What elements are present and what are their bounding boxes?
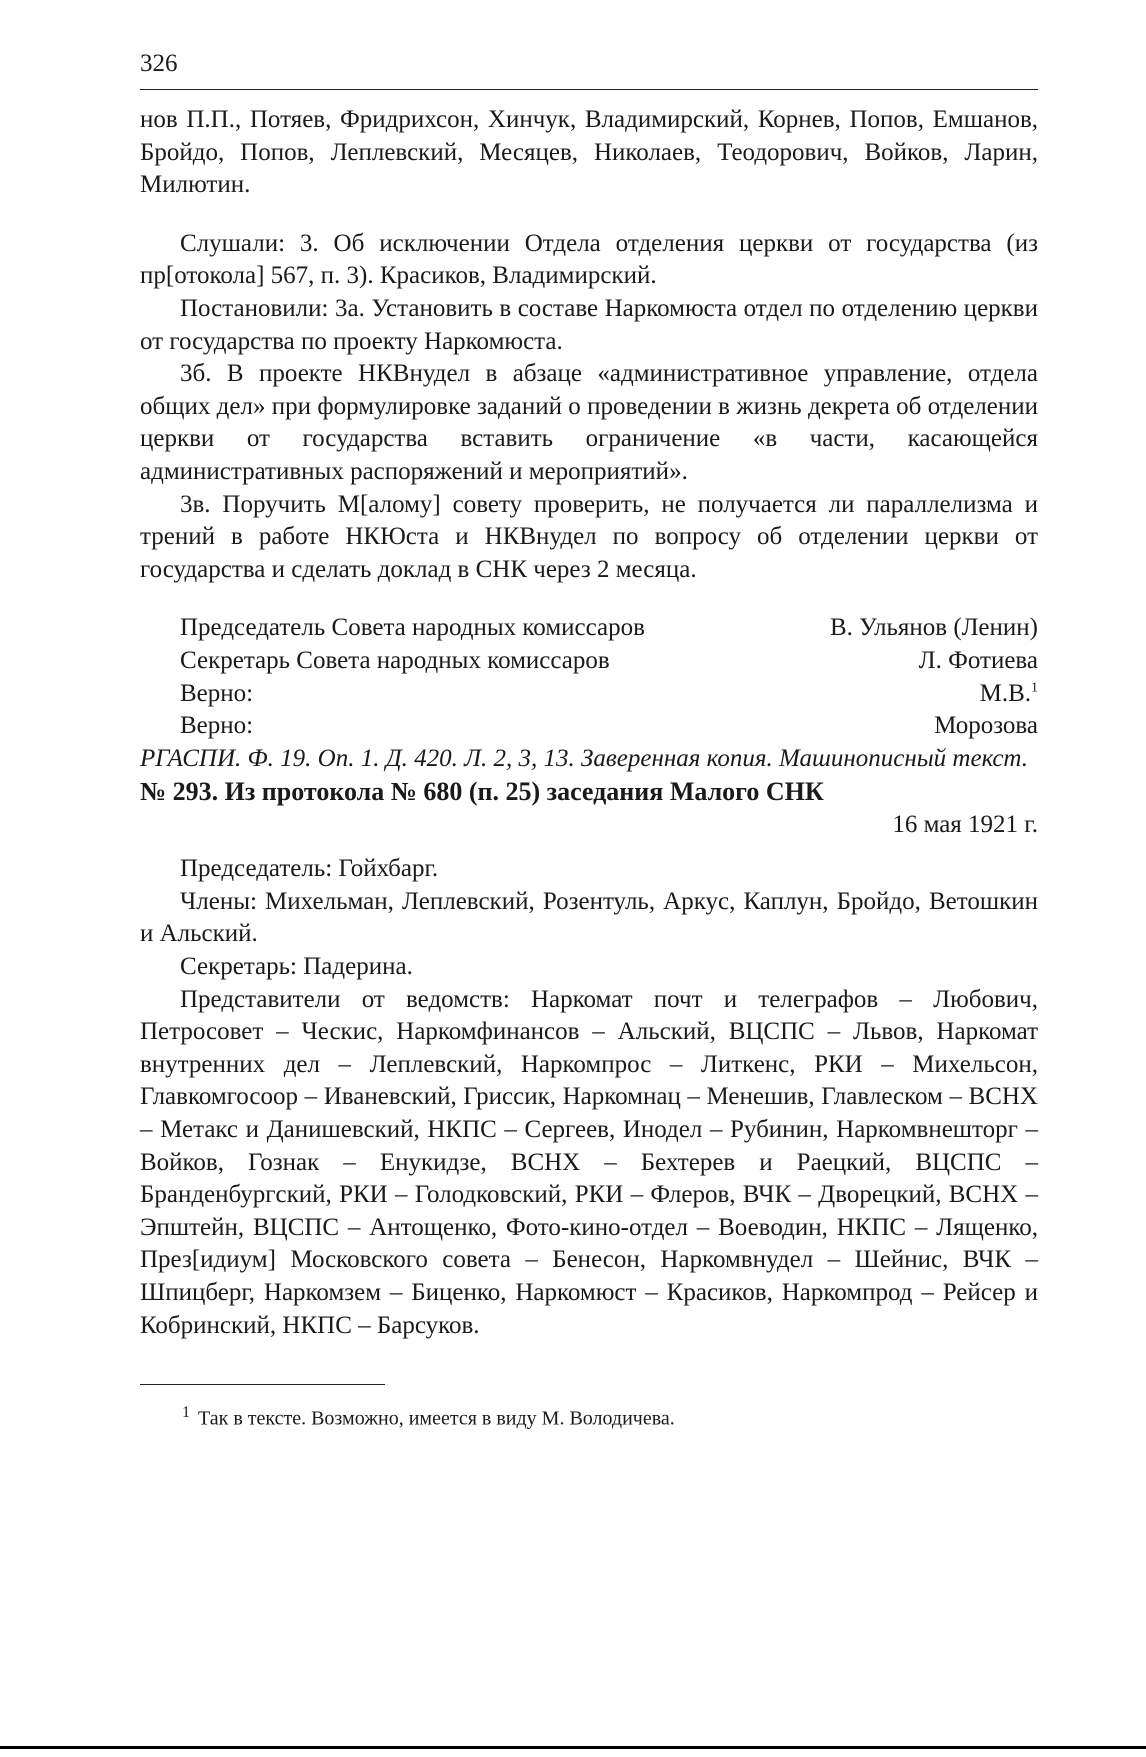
footnote-rule — [140, 1384, 385, 1385]
footnote-marker[interactable]: 1 — [1031, 680, 1038, 696]
signature-name: Л. Фотиева — [918, 646, 1038, 674]
footnote-text: Так в тексте. Возможно, имеется в виду М. Володичева. — [198, 1407, 675, 1430]
paragraph-resolved-3a: Постановили: 3а. Установить в составе Наркомюста отдел по отделению церкви от государства по проекту Наркомюста. — [140, 294, 1038, 355]
chairman-line: Председатель: Гойхбарг. — [180, 855, 439, 883]
signature-row — [180, 612, 1038, 645]
header-rule — [140, 89, 1038, 90]
paragraph-heard: Слушали: 3. Об исключении Отдела отделения церкви от государства (из пр[отокола] 567, п. 3). Красиков, Владимирский. — [140, 229, 1038, 290]
archive-source: РГАСПИ. Ф. 19. Оп. 1. Д. 420. Л. 2, 3, 13. Заверенная копия. Машинописный текст. — [140, 744, 1029, 772]
signature-name: В. Ульянов (Ленин) — [829, 614, 1038, 642]
members-line: Члены: Михельман, Леплевский, Розентуль, Аркус, Каплун, Бройдо, Ветошкин и Альский. — [140, 887, 1038, 948]
spacer — [140, 202, 1038, 228]
signature-name-with-note — [980, 678, 1038, 711]
signature-row — [180, 645, 1038, 678]
footnote-number: 1 — [182, 1404, 190, 1422]
signature-role: Председатель Совета народных комиссаров — [180, 614, 645, 642]
footnote — [182, 1397, 1038, 1435]
paragraph-3v: 3в. Поручить М[алому] совету проверить, не получается ли параллелизма и трений в работе НКЮста и НКВнудел по вопросу об отделении церкви от государства и сделать доклад в СНК через 2 месяца. — [140, 490, 1038, 583]
scan-bottom-edge — [0, 1746, 1146, 1749]
signature-block — [180, 612, 1038, 742]
signature-row — [180, 678, 1038, 711]
signature-row — [180, 710, 1038, 743]
signature-role: Верно: — [180, 679, 254, 707]
secretary-line: Секретарь: Падерина. — [180, 953, 413, 981]
signature-name: Морозова — [934, 712, 1038, 740]
signature-name: М.В. — [979, 679, 1031, 707]
document-body — [140, 104, 1038, 1435]
document-title: № 293. Из протокола № 680 (п. 25) заседания Малого СНК — [140, 776, 824, 806]
page-number: 326 — [140, 50, 178, 77]
attendees-continued: нов П.П., Потяев, Фридрихсон, Хинчук, Владимирский, Корнев, Попов, Емшанов, Бройдо, Попов, Леплевский, Месяцев, Николаев, Теодорович, Войков, Ларин, Милютин. — [140, 106, 1038, 199]
signature-role: Верно: — [180, 712, 254, 740]
representatives-paragraph: Представители от ведомств: Наркомат почт и телеграфов – Любович, Петросовет – Ческис, Наркомфинансов – Альский, ВЦСПС – Львов, Наркомат внутренних дел – Леплевский, Наркомпрос – Литкенс, РКИ – Михельсон, Главкомгосоор – Иваневский, Гриссик, Наркомнац – Менешив, Главлеском – ВСНХ – Метакс и Данишевский, НКПС – Сергеев, Инодел – Рубинин, Наркомвнешторг – Войков, Гознак – Енукидзе, ВСНХ – Бехтерев и Раецкий, ВЦСПС – Бранденбургский, РКИ – Голодковский, РКИ – Флеров, ВЧК – Дворецкий, ВСНХ – Эпштейн, ВЦСПС – Антощенко, Фото-кино-отдел – Воеводин, НКПС – Лященко, През[идиум] Московского совета – Бенесон, Наркомвнудел – Шейнис, ВЧК – Шпицберг, Наркомзем – Биценко, Наркомюст – Красиков, Наркомпрод – Рейсер и Кобринский, НКПС – Барсуков. — [140, 985, 1038, 1339]
signature-role: Секретарь Совета народных комиссаров — [180, 646, 610, 674]
spacer — [140, 841, 1038, 853]
spacer — [140, 586, 1038, 612]
paragraph-3b: 3б. В проекте НКВнудел в абзаце «административное управление, отдела общих дел» при формулировке заданий о проведении в жизнь декрета об отделении церкви от государства вставить ограничение «в части, касающейся административных распоряжений и мероприятий». — [140, 360, 1038, 485]
document-date: 16 мая 1921 г. — [892, 810, 1038, 838]
